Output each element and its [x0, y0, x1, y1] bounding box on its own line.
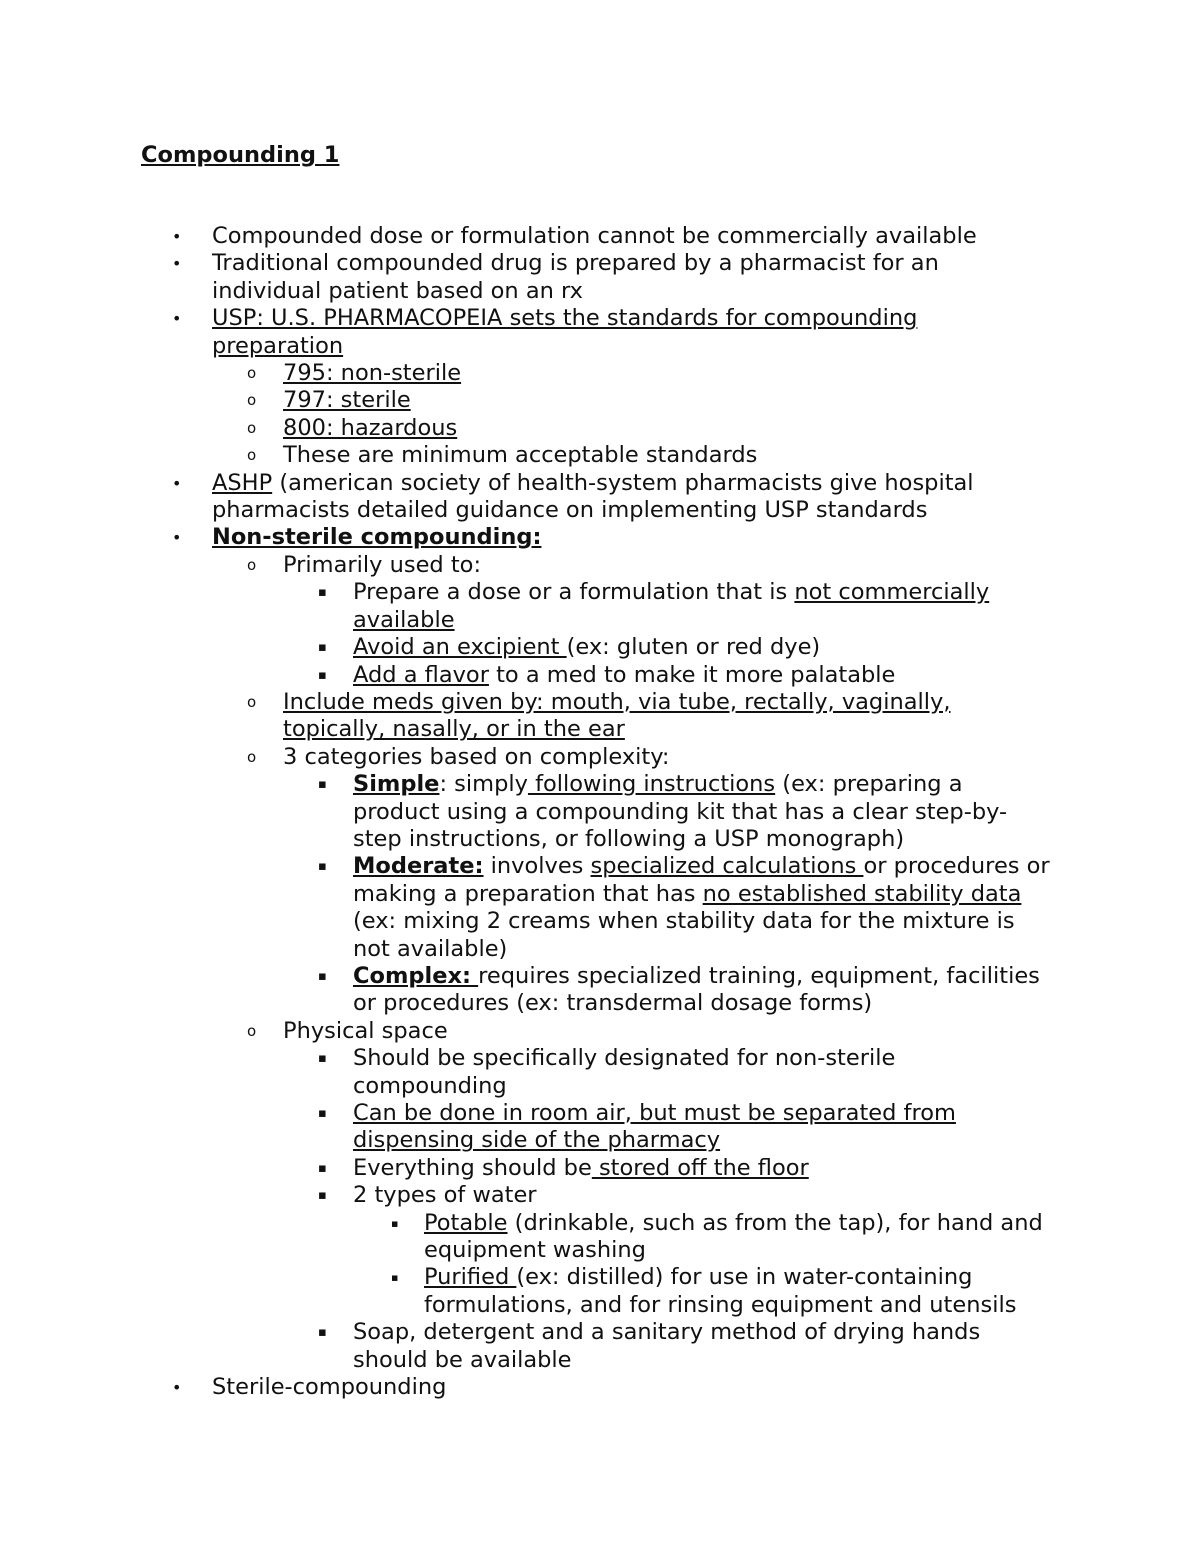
- list-item: [0, 223, 1012, 250]
- item-text: (ex: distilled) for use in water-containing formulations, and for rinsing equipment and utensils: [424, 1264, 1017, 1318]
- square-bullet-icon: ▪: [318, 777, 327, 793]
- list-item: [0, 579, 1053, 634]
- item-text: (ex: mixing 2 creams when stability data for the mixture is not available): [353, 908, 1015, 962]
- item-text: Traditional compounded drug is prepared by a pharmacist for an individual patient based on an rx: [212, 250, 939, 304]
- item-text: involves: [483, 853, 591, 880]
- item-text: 797: sterile: [283, 387, 411, 414]
- list-item: [0, 415, 1043, 442]
- small-square-bullet-icon: ▪: [391, 1216, 399, 1230]
- item-text-underlined: specialized calculations: [590, 853, 864, 880]
- list-item: [0, 1210, 1054, 1265]
- list-item: [0, 744, 1043, 771]
- item-text: 800: hazardous: [283, 414, 458, 441]
- list-item: [0, 963, 1053, 1018]
- item-text: Primarily used to:: [283, 551, 482, 578]
- list-item: [0, 1374, 1012, 1401]
- item-text: 3 categories based on complexity:: [283, 743, 670, 770]
- list-item: [0, 442, 1043, 469]
- square-bullet-icon: ▪: [318, 1160, 327, 1176]
- item-text: or procedures or making a preparation that has: [353, 853, 1050, 907]
- item-text: Include meds given by: mouth, via tube, rectally, vaginally, topically, nasally, or in the ear: [283, 688, 951, 743]
- bullet-icon: •: [172, 254, 182, 274]
- item-text: Soap, detergent and a sanitary method of drying hands should be available: [353, 1319, 981, 1373]
- item-text: requires specialized training, equipment, facilities or procedures (ex: transdermal dosage forms): [353, 962, 1040, 1017]
- item-text: to a med to make it more palatable: [488, 661, 896, 688]
- bullet-icon: •: [172, 227, 182, 246]
- item-text: Everything should be: [353, 1154, 592, 1181]
- item-text: : simply: [439, 771, 528, 798]
- bullet-icon: •: [172, 528, 182, 548]
- item-text-underlined: stored off the floor: [591, 1154, 809, 1181]
- item-text-underlined: Avoid an excipient: [353, 634, 567, 661]
- list-item: [0, 524, 1012, 551]
- bullet-icon: •: [172, 473, 182, 493]
- item-text: Physical space: [283, 1017, 448, 1044]
- category-label: Moderate:: [353, 853, 484, 880]
- item-text: 2 types of water: [353, 1182, 537, 1209]
- list-item: [0, 853, 1053, 963]
- bullet-icon: •: [172, 1378, 182, 1398]
- circle-bullet-icon: o: [247, 747, 257, 766]
- section-heading: Non-sterile compounding:: [212, 524, 542, 551]
- list-item: [0, 1018, 1043, 1045]
- item-text: Can be done in room air, but must be separated from dispensing side of the pharmacy: [353, 1100, 956, 1154]
- small-square-bullet-icon: ▪: [391, 1271, 399, 1285]
- circle-bullet-icon: o: [247, 1021, 257, 1040]
- item-text: USP: U.S. PHARMACOPEIA sets the standards for compounding preparation: [212, 305, 918, 359]
- item-text: (ex: gluten or red dye): [566, 634, 821, 661]
- square-bullet-icon: ▪: [318, 1325, 327, 1341]
- item-text: Prepare a dose or a formulation that is: [353, 579, 795, 606]
- item-text: (drinkable, such as from the tap), for hand and equipment washing: [424, 1209, 1043, 1264]
- item-text: (ex: preparing a product using a compounding kit that has a clear step-by-step instructions, or following a USP monograph): [353, 771, 1008, 852]
- list-item: [0, 1155, 1053, 1182]
- bullet-icon: •: [172, 309, 182, 329]
- outline-list: [0, 223, 1200, 1401]
- square-bullet-icon: ▪: [318, 1051, 327, 1067]
- item-text-underlined: not commercially available: [353, 579, 990, 633]
- item-text: Sterile-compounding: [212, 1374, 447, 1401]
- item-text: Should be specifically designated for non-sterile compounding: [353, 1045, 896, 1099]
- item-text-underlined: Add a flavor: [353, 661, 489, 688]
- item-text-underlined: no established stability data: [702, 880, 1022, 907]
- circle-bullet-icon: o: [247, 391, 257, 410]
- circle-bullet-icon: o: [247, 446, 257, 465]
- list-item: [0, 387, 1043, 414]
- circle-bullet-icon: o: [247, 418, 257, 437]
- item-text: 795: non-sterile: [283, 360, 462, 387]
- list-item: [0, 1100, 1053, 1155]
- square-bullet-icon: ▪: [318, 1106, 327, 1121]
- item-text: (american society of health-system pharmacists give hospital pharmacists detailed guidance on implementing USP standards: [212, 469, 974, 524]
- square-bullet-icon: ▪: [318, 667, 327, 683]
- list-item: [0, 552, 1043, 579]
- list-item: [0, 1045, 1053, 1100]
- square-bullet-icon: ▪: [318, 968, 327, 984]
- item-text-underlined: Purified: [424, 1264, 517, 1291]
- circle-bullet-icon: o: [247, 364, 257, 383]
- category-label: Complex:: [353, 962, 472, 989]
- item-text-underlined: ASHP: [212, 469, 273, 496]
- list-item: [0, 470, 1012, 525]
- list-item: [0, 1264, 1054, 1319]
- square-bullet-icon: ▪: [318, 585, 327, 601]
- item-text: Compounded dose or formulation cannot be commercially available: [212, 223, 977, 249]
- document-title: Compounding 1: [141, 142, 340, 168]
- list-item: [0, 360, 1043, 387]
- square-bullet-icon: ▪: [318, 859, 327, 875]
- circle-bullet-icon: o: [247, 555, 257, 574]
- category-label: Simple: [353, 771, 440, 798]
- list-item: [0, 250, 1012, 305]
- square-bullet-icon: ▪: [318, 640, 327, 656]
- item-text: These are minimum acceptable standards: [283, 442, 758, 469]
- square-bullet-icon: ▪: [318, 1188, 327, 1204]
- list-item: [0, 771, 1053, 853]
- list-item: [0, 1182, 1053, 1209]
- list-item: [0, 305, 1012, 360]
- list-item: [0, 634, 1053, 661]
- list-item: [0, 662, 1053, 689]
- item-text-underlined: following instructions: [527, 771, 776, 798]
- circle-bullet-icon: o: [247, 692, 257, 711]
- item-text-underlined: Potable: [424, 1209, 508, 1236]
- list-item: [0, 1319, 1053, 1374]
- list-item: [0, 689, 1043, 744]
